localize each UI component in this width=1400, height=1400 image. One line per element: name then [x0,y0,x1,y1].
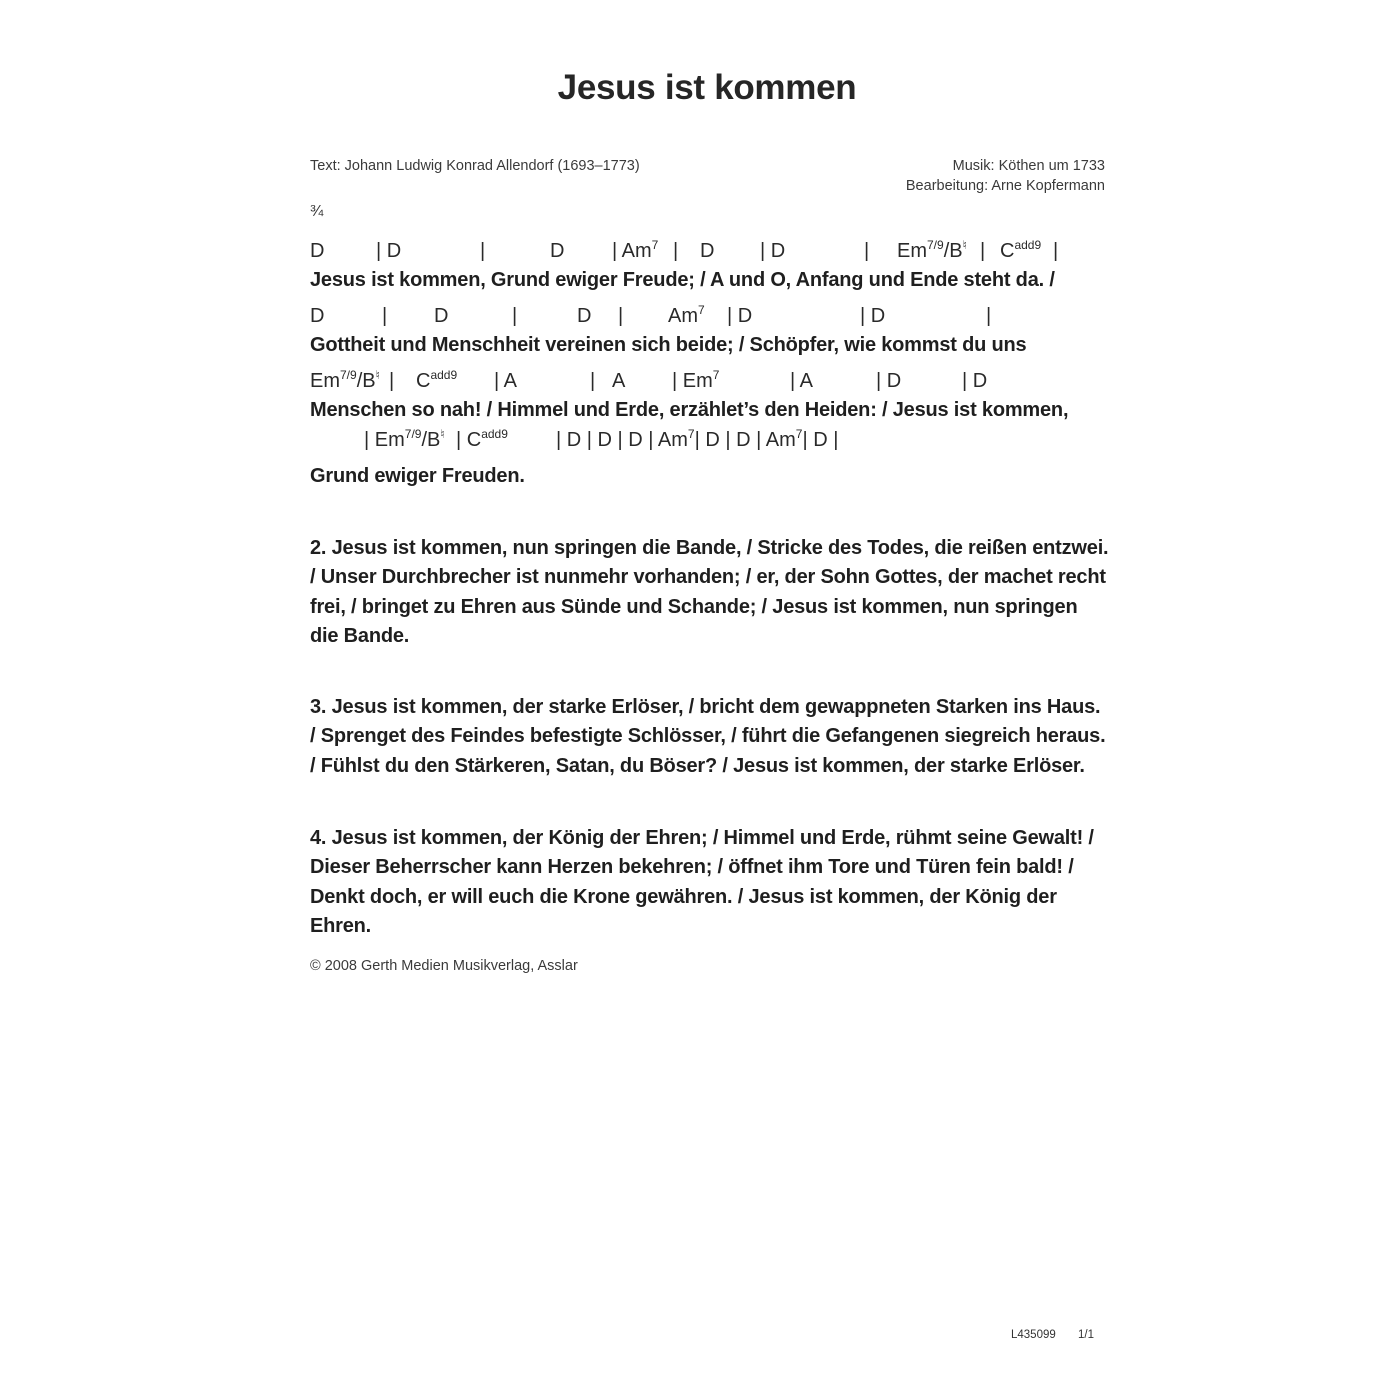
chord: D [700,240,715,262]
verse-2: 2. Jesus ist kommen, nun springen die Bande, / Stricke des Todes, die reißen entzwei. / Unser Durchbrecher ist nunmehr vorhanden; / er, der Sohn Gottes, der machet recht frei, / bringet zu Ehren aus Sünde und Schande; / Jesus ist kommen, nun springen die Bande. [310,537,1109,647]
bar-line: | [590,370,596,392]
chord-line-1 [0,239,1400,263]
chord: D [577,305,592,327]
lyric-line-4: Grund ewiger Freuden. [310,465,525,487]
chord: | Am$^7$ [612,238,659,262]
bar-line: | [389,370,395,392]
chord: | Em$^7$ [672,368,720,392]
chord: $Em^{7/9}/B^♮$ [310,368,380,392]
page-number: 1/1 [1078,1329,1094,1341]
chord-line-3 [0,369,1400,393]
chord: A [612,370,626,392]
lyric-line-3: Menschen so nah! / Himmel und Erde, erzählet’s den Heiden: / Jesus ist kommen, [310,399,1069,421]
arrangement-credit: Bearbeitung: Arne Kopfermann [905,178,1105,194]
chord: D [550,240,565,262]
chord: | D [376,240,402,262]
chord: | D [727,305,753,327]
catalog-code: L435099 [1011,1329,1056,1341]
text-credit: Text: Johann Ludwig Konrad Allendorf (1693–1773) [310,158,640,174]
bar-line: | [382,305,388,327]
bar-line: | [986,305,992,327]
verse-4: 4. Jesus ist kommen, der König der Ehren; / Himmel und Erde, rühmt seine Gewalt! / Dieser Beherrscher kann Herzen bekehren; / öffnet ihm Tore und Türen fein bald! / Denkt doch, er will euch die Krone gewähren. / Jesus ist kommen, der König der Ehren. [310,827,1094,937]
chord: $Em^{7/9}/B^♮$ [897,238,967,262]
chord: $C^{add9}$ [1000,238,1042,262]
chord-sequence: | D | D | D | Am$^7$| D | D | Am$^7$| D | [556,427,839,451]
chord: | D [860,305,886,327]
bar-line: | [480,240,486,262]
bar-line: | [512,305,518,327]
time-signature: ¾ [310,203,324,220]
chord: D [434,305,449,327]
verse-3: 3. Jesus ist kommen, der starke Erlöser, / bricht dem gewappneten Starken ins Haus. / Sprenget des Feindes befestigte Schlösser, / führt die Gefangenen siegreich heraus. / Fühlst du den Stärkeren, Satan, du Böser? / Jesus ist kommen, der starke Erlöser. [310,696,1106,777]
lyric-line-1: Jesus ist kommen, Grund ewiger Freude; / A und O, Anfang und Ende steht da. / [310,269,1055,291]
chord-line-4 [0,428,1400,452]
bar-line: | [673,240,679,262]
bar-line: | [980,240,986,262]
copyright: © 2008 Gerth Medien Musikverlag, Asslar [310,958,578,974]
chord: | D [962,370,988,392]
chord: | D [876,370,902,392]
music-credit: Musik: Köthen um 1733 [952,158,1105,174]
chord: D [310,240,325,262]
chord-line-2 [0,304,1400,328]
bar-line: | [864,240,870,262]
song-title: Jesus ist kommen [557,68,857,107]
chord: $C^{add9}$ [416,368,458,392]
chord: D [310,305,325,327]
lyric-line-2: Gottheit und Menschheit vereinen sich beide; / Schöpfer, wie kommst du uns [310,334,1027,356]
chord: | $Em^{7/9}/B^♮$ [364,427,445,451]
chord: | A [494,370,517,392]
chord: Am$^7$ [668,303,705,327]
chord: | D [760,240,786,262]
chord: | A [790,370,813,392]
bar-line: | [1053,240,1059,262]
bar-line: | [618,305,624,327]
music-credits [906,156,1105,196]
chord: | $C^{add9}$ [456,427,508,451]
